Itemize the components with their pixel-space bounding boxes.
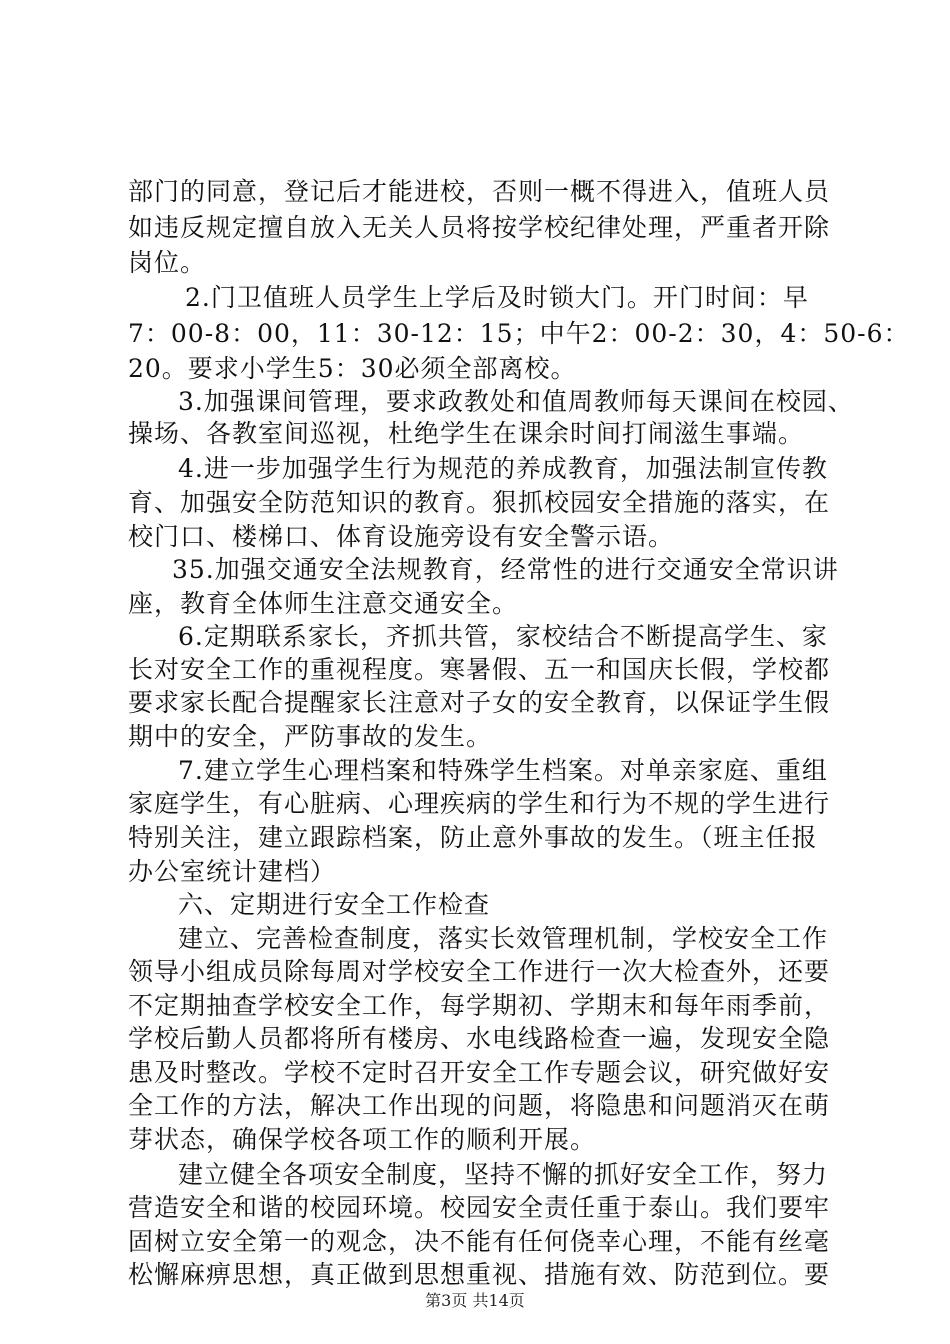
text-line: 4.进一步加强学生行为规范的养成教育，加强法制宣传教 [178,454,828,483]
section-heading: 六、定期进行安全工作检查 [178,890,491,919]
text-line: 固树立安全第一的观念，决不能有任何侥幸心理，不能有丝毫 [128,1227,831,1256]
text-line: 建立健全各项安全制度，坚持不懈的抓好安全工作，努力 [178,1160,829,1189]
text-line: 长对安全工作的重视程度。寒暑假、五一和国庆长假，学校都 [128,655,831,684]
text-line: 操场、各教室间巡视，杜绝学生在课余时间打闹滋生事端。 [128,419,805,448]
text-line: 建立、完善检查制度，落实长效管理机制，学校安全工作 [178,924,829,953]
text-line: 办公室统计建档） [128,857,337,886]
text-line: 全工作的方法，解决工作出现的问题，将隐患和问题消灭在萌 [128,1091,831,1120]
text-line: 患及时整改。学校不定时召开安全工作专题会议，研究做好安 [128,1058,831,1087]
text-line: 要求家长配合提醒家长注意对子女的安全教育，以保证学生假 [128,688,831,717]
text-line: 领导小组成员除每周对学校安全工作进行一次大检查外，还要 [128,957,831,986]
page-number-footer: 第3页 共14页 [425,1291,525,1310]
text-line: 6.定期联系家长，齐抓共管，家校结合不断提高学生、家 [178,622,828,651]
text-line: 育、加强安全防范知识的教育。狠抓校园安全措施的落实，在 [128,488,831,517]
text-line: 20。要求小学生5：30必须全部离校。 [128,354,577,383]
text-line: 家庭学生，有心脏病、心理疾病的学生和行为不规的学生进行 [128,789,831,818]
text-line: 部门的同意，登记后才能进校，否则一概不得进入，值班人员 [128,177,831,206]
text-line: 7.建立学生心理档案和特殊学生档案。对单亲家庭、重组 [178,756,828,785]
text-line: 35.加强交通安全法规教育，经常性的进行交通安全常识讲 [172,555,839,584]
text-line: 不定期抽查学校安全工作，每学期初、学期末和每年雨季前， [128,991,831,1020]
text-line: 营造安全和谐的校园环境。校园安全责任重于泰山。我们要牢 [128,1193,831,1222]
text-line: 2.门卫值班人员学生上学后及时锁大门。开门时间：早 [185,283,809,312]
text-line: 松懈麻痹思想，真正做到思想重视、措施有效、防范到位。要 [128,1260,831,1289]
text-line: 特别关注，建立跟踪档案，防止意外事故的发生。（班主任报 [128,823,818,852]
text-line: 学校后勤人员都将所有楼房、水电线路检查一遍，发现安全隐 [128,1024,831,1053]
text-line: 期中的安全，严防事故的发生。 [128,722,493,751]
text-line: 校门口、楼梯口、体育设施旁设有安全警示语。 [128,522,675,551]
text-line: 座，教育全体师生注意交通安全。 [128,589,519,618]
text-line: 3.加强课间管理，要求政教处和值周教师每天课间在校园、 [178,387,854,416]
text-line: 7：00-8：00，11：30-12：15；中午2：00-2：30，4：50-6： [128,319,910,348]
text-line: 如违反规定擅自放入无关人员将按学校纪律处理，严重者开除 [128,213,831,242]
text-line: 岗位。 [128,248,207,277]
text-line: 芽状态，确保学校各项工作的顺利开展。 [128,1125,597,1154]
